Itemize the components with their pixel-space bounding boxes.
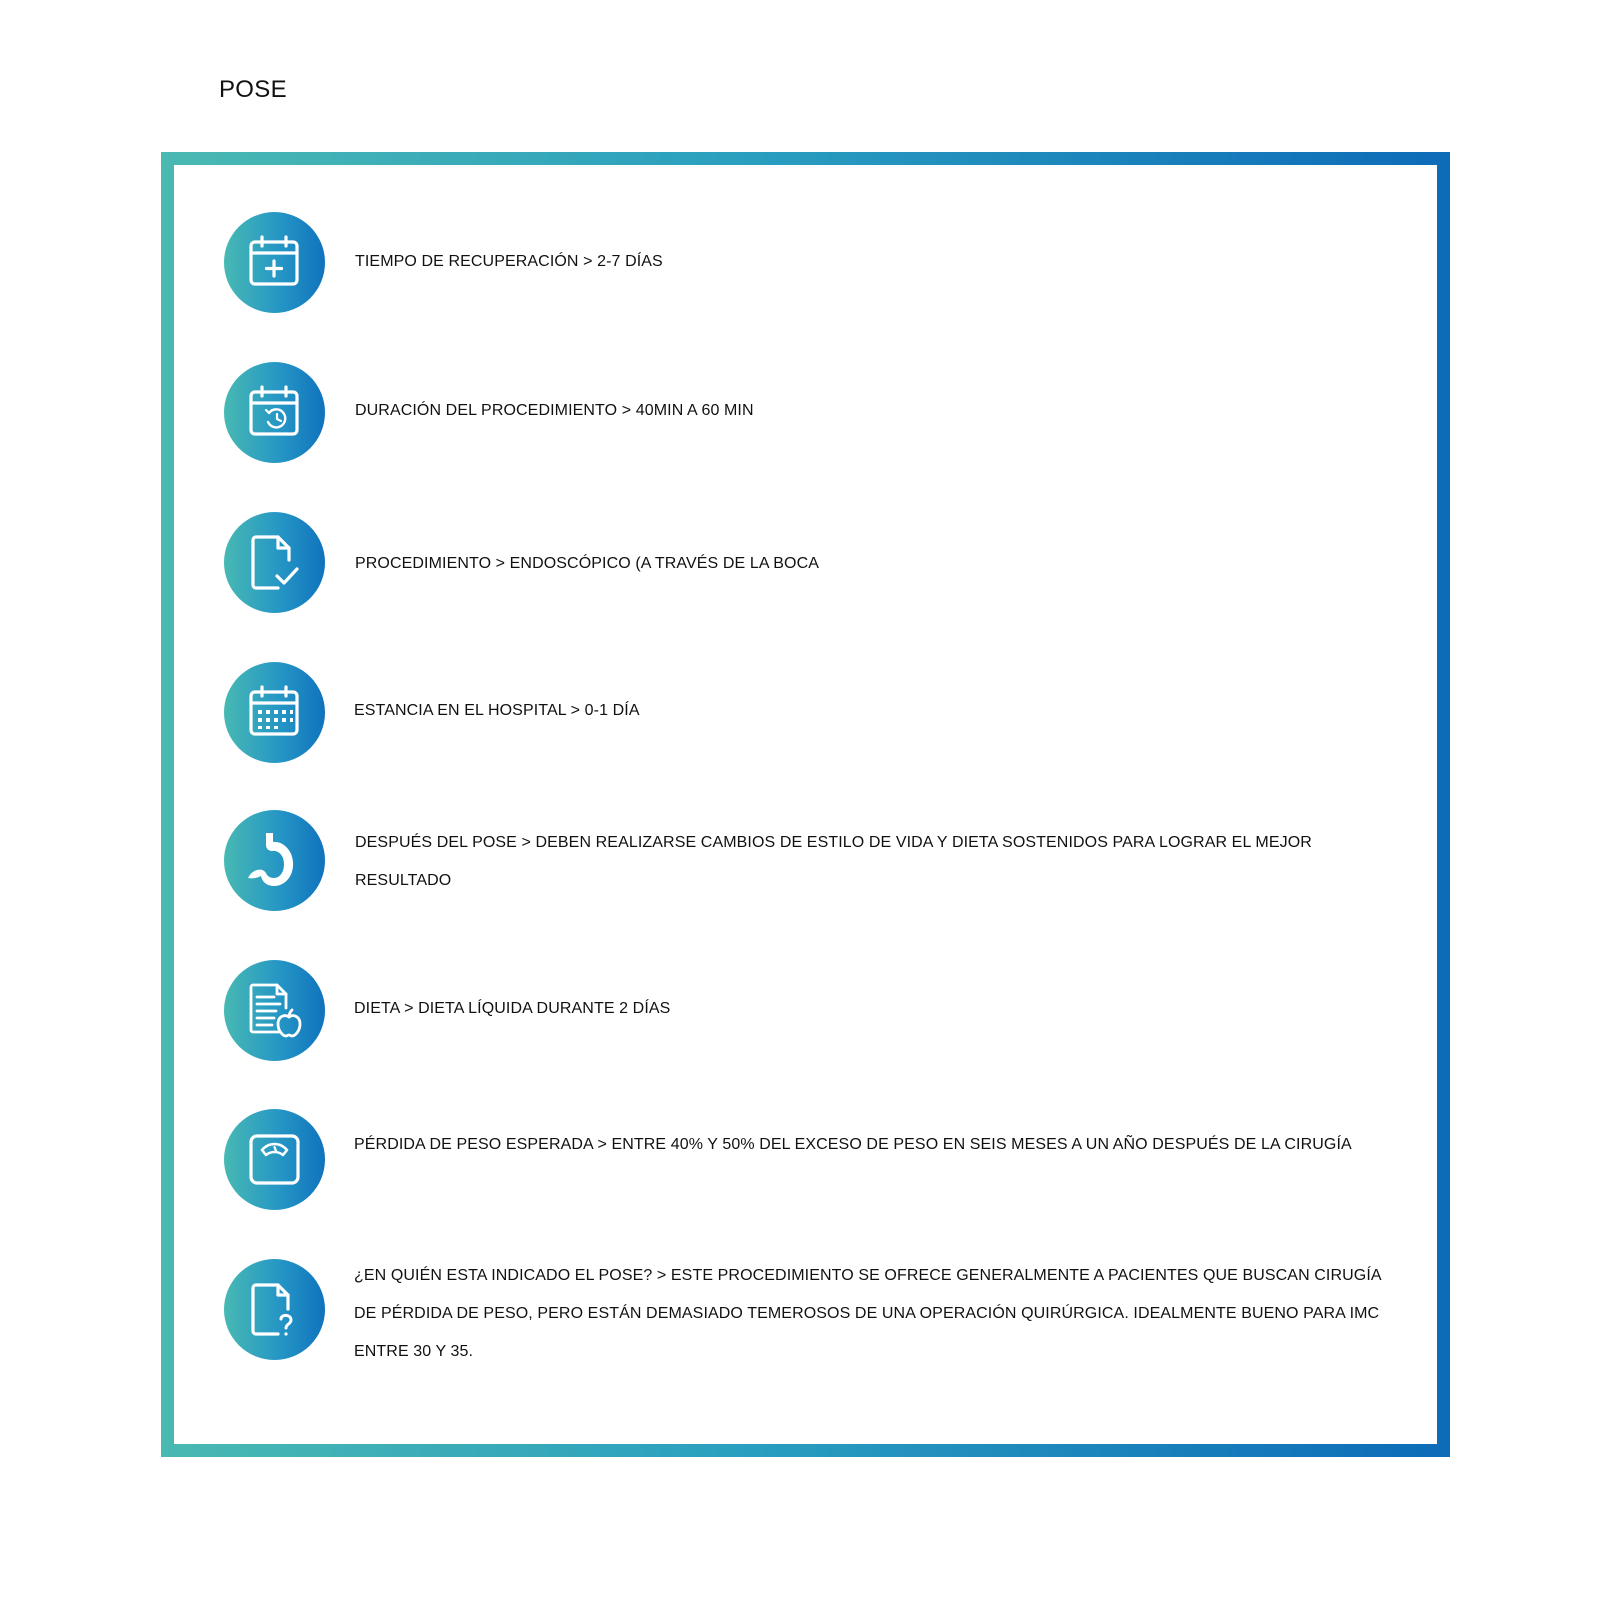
info-text: ¿EN QUIÉN ESTA INDICADO EL POSE? > ESTE PROCEDIMIENTO SE OFRECE GENERALMENTE A PACIENTES QUE BUSCAN CIRUGÍA DE PÉRDIDA DE PESO, PERO ESTÁN DEMASIADO TEMEROSOS DE UNA OPERACIÓN QUIRÚRGICA. IDEALMENTE BUENO PARA IMC ENTRE 30 Y 35. bbox=[354, 1267, 1381, 1360]
info-panel bbox=[174, 165, 1437, 1444]
info-text: PÉRDIDA DE PESO ESPERADA > ENTRE 40% Y 50% DEL EXCESO DE PESO EN SEIS MESES A UN AÑO DESPUÉS DE LA CIRUGÍA bbox=[354, 1136, 1352, 1153]
document-check-icon bbox=[224, 512, 325, 613]
info-text: DURACIÓN DEL PROCEDIMIENTO > 40MIN A 60 MIN bbox=[355, 402, 754, 419]
diet-document-apple-icon bbox=[224, 960, 325, 1061]
calendar-plus-icon bbox=[224, 212, 325, 313]
stomach-icon bbox=[224, 810, 325, 911]
weight-scale-icon bbox=[224, 1109, 325, 1210]
info-text: ESTANCIA EN EL HOSPITAL > 0-1 DÍA bbox=[354, 702, 640, 719]
info-frame bbox=[161, 152, 1450, 1457]
calendar-grid-icon bbox=[224, 662, 325, 763]
info-text: PROCEDIMIENTO > ENDOSCÓPICO (A TRAVÉS DE LA BOCA bbox=[355, 555, 820, 572]
calendar-clock-icon bbox=[224, 362, 325, 463]
page-title: POSE bbox=[219, 76, 287, 103]
info-text: DESPUÉS DEL POSE > DEBEN REALIZARSE CAMBIOS DE ESTILO DE VIDA Y DIETA SOSTENIDOS PARA LOGRAR EL MEJOR RESULTADO bbox=[355, 834, 1312, 889]
document-question-icon bbox=[224, 1259, 325, 1360]
info-text: DIETA > DIETA LÍQUIDA DURANTE 2 DÍAS bbox=[354, 1000, 671, 1017]
info-text: TIEMPO DE RECUPERACIÓN > 2-7 DÍAS bbox=[355, 253, 663, 270]
